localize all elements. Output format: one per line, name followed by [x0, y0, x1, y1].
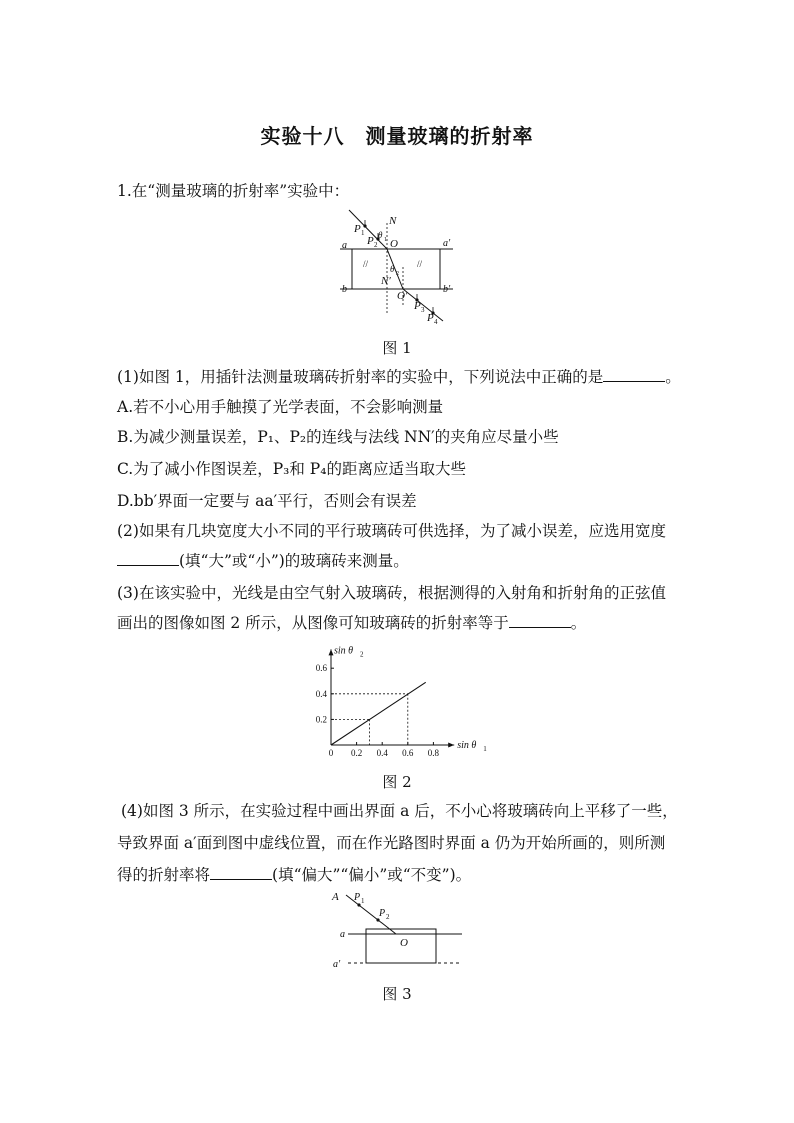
part-4-tail: (填“偏大”“偏小”或“不变”)。	[272, 866, 472, 884]
glass-block	[352, 249, 440, 289]
label-n: N	[389, 215, 397, 227]
label-a-point: A	[332, 891, 339, 903]
label-p1: P	[354, 892, 361, 903]
series-line	[331, 682, 426, 745]
question-part-3-line2	[117, 613, 586, 633]
question-part-1	[117, 367, 681, 387]
label-theta1-sub: 1	[384, 237, 387, 243]
label-p3-sub: 3	[421, 306, 425, 314]
answer-blank-2	[117, 551, 179, 566]
y-axis-arrow	[329, 649, 334, 655]
option-a: A.若不小心用手触摸了光学表面，不会影响测量	[117, 398, 444, 416]
label-a-prime: a′	[443, 238, 451, 249]
y-axis-label-sub: 2	[360, 650, 364, 659]
answer-blank-4	[210, 865, 272, 880]
label-p3: P	[414, 300, 421, 312]
label-a-prime-line: a′	[333, 959, 341, 970]
label-theta2-sub: 2	[396, 271, 399, 277]
figure-3-diagram	[328, 885, 468, 970]
x-tick-label: 0.4	[376, 748, 388, 758]
y-tick-label: 0.4	[315, 688, 327, 699]
figure-3-caption: 图 3	[382, 985, 412, 1003]
label-b-prime: b′	[443, 284, 451, 295]
x-tick-label: 0.8	[427, 748, 440, 758]
label-theta1: θ	[378, 230, 383, 240]
x-axis-arrow	[448, 743, 454, 748]
glass-hatch-left: //	[363, 259, 369, 269]
label-p4-sub: 4	[434, 318, 438, 326]
part-1-tail: 。	[665, 368, 681, 386]
label-p4: P	[427, 312, 434, 324]
x-axis-label-sub: 1	[483, 745, 487, 753]
figure-2-chart	[300, 645, 490, 765]
label-n-prime: N′	[381, 275, 391, 287]
option-c: C.为了减小作图误差，P₃和 P₄的距离应适当取大些	[117, 460, 466, 478]
label-p1-sub: 1	[361, 229, 365, 237]
part-3-text: 画出的图像如图 2 所示，从图像可知玻璃砖的折射率等于	[117, 614, 509, 632]
x-axis-label: sin θ	[457, 740, 477, 751]
question-part-2-line1: (2)如果有几块宽度大小不同的平行玻璃砖可供选择，为了减小误差，应选用宽度	[117, 522, 666, 540]
label-p2-sub: 2	[374, 241, 378, 249]
question-part-4-line3	[117, 865, 471, 885]
label-theta2: θ	[390, 264, 395, 274]
x-tick-label: 0	[328, 748, 334, 758]
question-part-4-line1: (4)如图 3 所示，在实验过程中画出界面 a 后，不小心将玻璃砖向上平移了一些，	[121, 802, 678, 820]
question-part-4-line2: 导致界面 a′面到图中虚线位置，而在作光路图时界面 a 仍为开始所画的，则所测	[117, 834, 666, 852]
answer-blank-3	[509, 613, 571, 628]
emergent-ray	[403, 289, 443, 321]
label-o: O	[400, 937, 408, 949]
part-3-tail: 。	[570, 614, 587, 632]
label-a-line: a	[340, 929, 345, 940]
x-tick-label: 0.2	[350, 748, 363, 758]
label-o: O	[390, 238, 398, 250]
figure-1-caption: 图 1	[382, 339, 412, 357]
x-tick-label: 0.6	[402, 748, 414, 758]
question-part-2-line2	[117, 551, 409, 571]
label-b: b	[342, 284, 347, 295]
y-tick-label: 0.2	[315, 714, 327, 725]
figure-2-caption: 图 2	[382, 773, 412, 791]
y-tick-label: 0.6	[315, 663, 327, 674]
label-p2: P	[367, 235, 374, 247]
label-p2: P	[379, 908, 386, 919]
label-p1-sub: 1	[361, 897, 365, 905]
figure-1-diagram	[335, 205, 460, 330]
glass-hatch-right: //	[417, 259, 423, 269]
part-1-text: (1)如图 1，用插针法测量玻璃砖折射率的实验中，下列说法中正确的是	[117, 368, 604, 386]
y-axis-label: sin θ	[334, 645, 354, 657]
label-a: a	[342, 240, 347, 251]
question-part-3-line1: (3)在该实验中，光线是由空气射入玻璃砖，根据测得的入射角和折射角的正弦值	[117, 584, 666, 602]
option-d: D.bb′界面一定要与 aa′平行，否则会有误差	[117, 492, 417, 510]
label-p2-sub: 2	[386, 913, 390, 921]
part-2-text: (填“大”或“小”)的玻璃砖来测量。	[179, 552, 409, 570]
label-p1: P	[354, 223, 361, 235]
page-title: 实验十八 测量玻璃的折射率	[260, 124, 534, 148]
answer-blank-1	[603, 367, 665, 382]
part-4-text: 得的折射率将	[117, 866, 211, 884]
label-o-prime: O′	[397, 290, 408, 302]
option-b: B.为减少测量误差，P₁、P₂的连线与法线 NN′的夹角应尽量小些	[117, 428, 559, 446]
question-intro: 1.在“测量玻璃的折射率”实验中：	[117, 182, 350, 200]
